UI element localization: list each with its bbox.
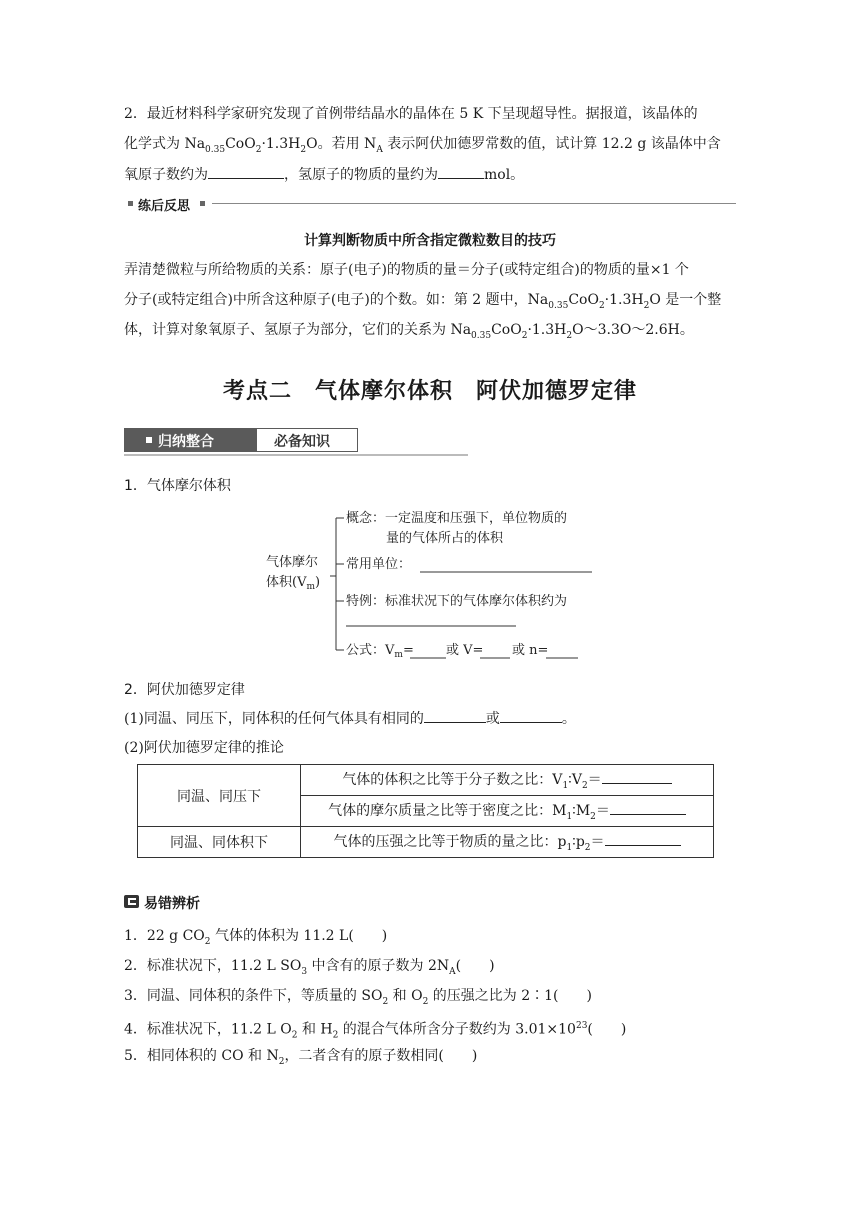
error-item-1: 1．22 g $CO_2$ 气体的体积为 11.2 L( ) bbox=[124, 928, 388, 947]
special-label: 特例：标准状况下的气体摩尔体积约为 bbox=[346, 594, 568, 609]
formula-or-v: 或 V= bbox=[446, 643, 484, 658]
answer-blank[interactable] bbox=[208, 164, 284, 179]
square-bullet-icon bbox=[128, 201, 133, 206]
concept-line-2: 量的气体所占的体积 bbox=[386, 531, 504, 546]
part1-heading: 1．气体摩尔体积 bbox=[124, 478, 231, 494]
divider bbox=[212, 203, 736, 204]
part2-line-1: (1)同温、同压下，同体积的任何气体具有相同的 或 。 bbox=[124, 708, 576, 729]
errors-heading-label: 易错辨析 bbox=[144, 896, 200, 912]
condition-cell: 同温、同体积下 bbox=[138, 827, 301, 858]
root-label-2: 体积$(V_m)$ bbox=[266, 575, 321, 592]
table-row bbox=[138, 827, 714, 858]
answer-blank[interactable] bbox=[602, 769, 672, 784]
part2-heading: 2．阿伏加德罗定律 bbox=[124, 682, 245, 698]
inference-cell: 气体的摩尔质量之比等于密度之比：$M_1∶M_2=$ bbox=[301, 796, 714, 827]
answer-blank[interactable] bbox=[605, 831, 681, 846]
part2-line-2: (2)阿伏加德罗定律的推论 bbox=[124, 740, 284, 756]
reflection-bar bbox=[124, 196, 736, 212]
inference-cell: 气体的体积之比等于分子数之比：$V_1∶V_2=$ bbox=[301, 765, 714, 796]
banner-right-label: 必备知识 bbox=[274, 434, 330, 450]
inference-table bbox=[137, 764, 714, 858]
banner-underline bbox=[124, 454, 468, 456]
condition-cell: 同温、同压下 bbox=[138, 765, 301, 827]
answer-blank[interactable] bbox=[500, 708, 562, 723]
formula-label: 公式：$V_m=$ bbox=[346, 643, 414, 660]
concept-line-1: 概念：一定温度和压强下，单位物质的 bbox=[346, 511, 568, 526]
table-row bbox=[138, 765, 714, 796]
section-title: 考点二 气体摩尔体积 阿伏加德罗定律 bbox=[222, 378, 637, 404]
q2-line-1: 2．最近材料科学家研究发现了首例带结晶水的晶体在 5 K 下呈现超导性。据报道，该晶体的 bbox=[124, 106, 698, 122]
reflection-para-3: 体，计算对象氧原子、氢原子为部分，它们的关系为 $Na_{0.35}CoO_2\cdot 1.3H_2O\sim 3.3O\sim 2.6H$。 bbox=[124, 322, 694, 341]
unit-label: 常用单位： bbox=[346, 557, 412, 572]
error-item-5: 5．相同体积的 CO 和 $N_2$，二者含有的原子数相同( ) bbox=[124, 1048, 478, 1067]
answer-blank[interactable] bbox=[610, 800, 686, 815]
q2-line-3: 氧原子数约为 ，氢原子的物质的量约为 mol。 bbox=[124, 164, 524, 185]
square-bullet-icon bbox=[200, 201, 205, 206]
error-item-3: 3．同温、同体积的条件下，等质量的 $SO_2$ 和 $O_2$ 的压强之比为 2∶1( ) bbox=[124, 988, 592, 1007]
formula-or-n: 或 n= bbox=[512, 643, 549, 658]
section-banner bbox=[124, 428, 468, 456]
bracket-branches bbox=[336, 518, 344, 650]
answer-blank[interactable] bbox=[424, 708, 486, 723]
reflection-label: 练后反思 bbox=[138, 199, 191, 214]
reflection-title: 计算判断物质中所含指定微粒数目的技巧 bbox=[304, 233, 556, 249]
square-bullet-icon bbox=[146, 437, 152, 443]
reflection-para-2: 分子(或特定组合)中所含这种原子(电子)的个数。如：第 2 题中，$Na_{0.35}CoO_2\cdot 1.3H_2O$ 是一个整 bbox=[124, 292, 722, 311]
inference-cell: 气体的压强之比等于物质的量之比：$p_1∶p_2=$ bbox=[301, 827, 714, 858]
answer-blank[interactable] bbox=[438, 164, 484, 179]
root-label-1: 气体摩尔 bbox=[266, 555, 319, 570]
banner-left-label: 归纳整合 bbox=[158, 434, 214, 450]
error-item-4: 4．标准状况下，11.2 L $O_2$ 和 $H_2$ 的混合气体所含分子数约为 $3.01\times 10^{23}$( ) bbox=[124, 1021, 627, 1041]
molar-volume-diagram bbox=[260, 504, 610, 668]
reflection-para-1: 弄清楚微粒与所给物质的关系：原子(电子)的物质的量＝分子(或特定组合)的物质的量×1 个 bbox=[124, 262, 689, 278]
q2-line-2: 化学式为 $Na_{0.35}CoO_2\cdot 1.3H_2O$。若用 $N_A$ 表示阿伏加德罗常数的值，试计算 12.2 g 该晶体中含 bbox=[124, 136, 721, 155]
error-item-2: 2．标准状况下，11.2 L $SO_3$ 中含有的原子数为 $2N_A$( ) bbox=[124, 958, 495, 977]
